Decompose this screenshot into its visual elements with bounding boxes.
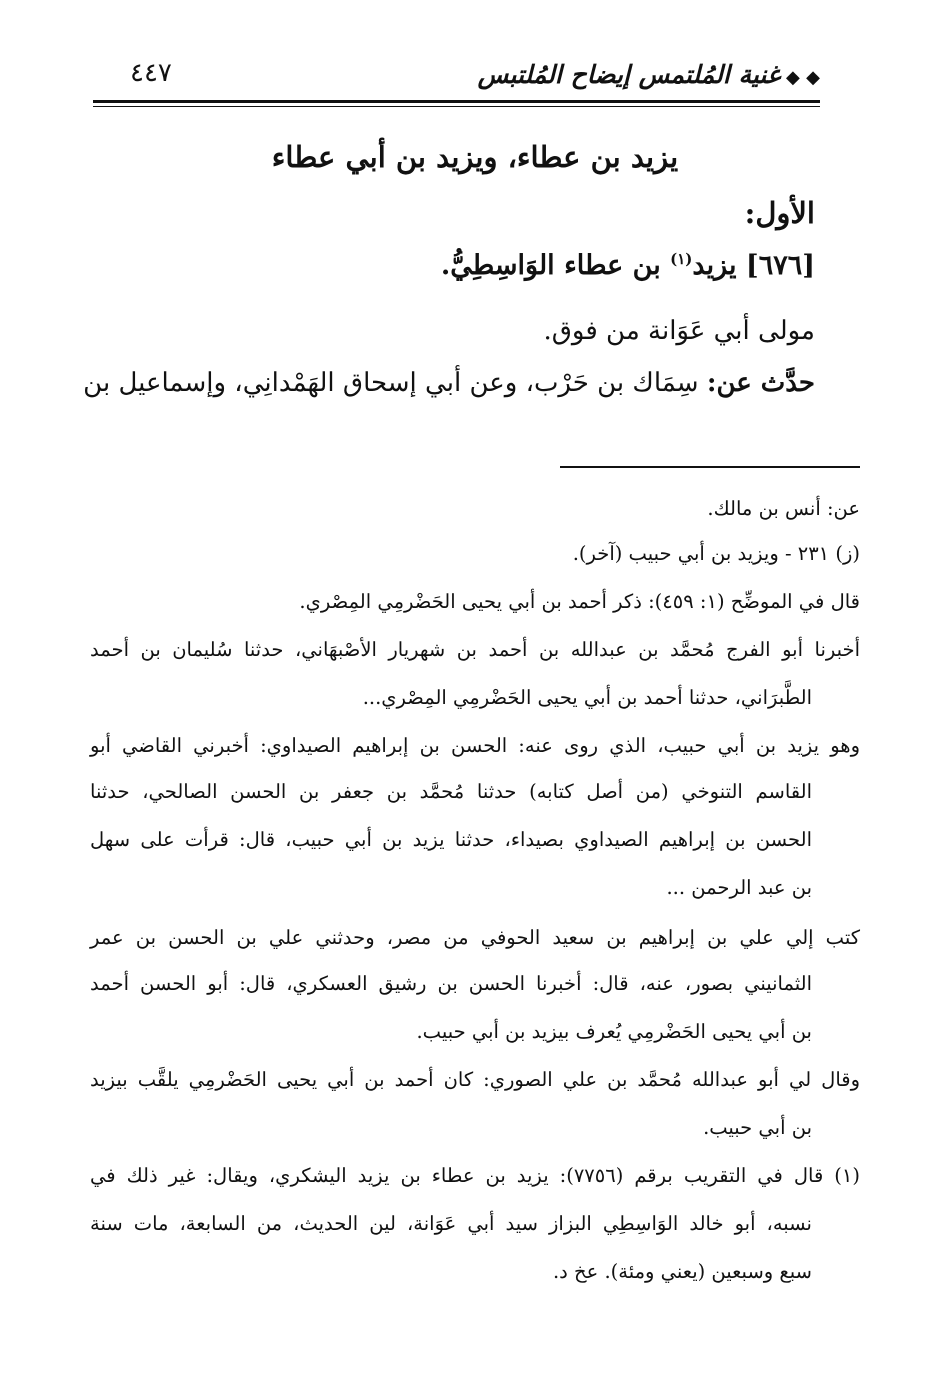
diamond-ornament-icon: ◆ ◆ xyxy=(786,67,820,88)
entry-title xyxy=(90,250,815,281)
book-title: غنية المُلتمس إيضاح المُلتبس xyxy=(477,60,781,89)
footnote-line: الطَّبرَاني، حدثنا أحمد بن أبي يحيى الحَضْرمِي المِصْري... xyxy=(362,686,812,709)
footnote-line: بن أبي يحيى الحَضْرمِي يُعرف بيزيد بن أبي حبيب. xyxy=(416,1020,812,1043)
footnote-line: القاسم التنوخي (من أصل كتابه) حدثنا مُحمَّد بن جعفر بن الحسن الصالحي، حدثنا xyxy=(90,780,812,803)
header-rule-thick xyxy=(93,100,820,103)
page-number: ٤٤٧ xyxy=(130,58,172,88)
footnote-line: (ز) ٢٣١ - ويزيد بن أبي حبيب (آخر). xyxy=(572,542,860,565)
footnote-ref: (١) xyxy=(670,250,693,268)
running-title xyxy=(478,60,820,89)
running-header xyxy=(90,58,820,98)
narrated-from-line xyxy=(83,368,815,398)
footnote-line: وهو يزيد بن أبي حبيب، الذي روى عنه: الحسن بن إبراهيم الصيداوي: أخبرني القاضي أبو xyxy=(90,734,860,757)
footnote-line: (١) قال في التقريب برقم (٧٧٥٦): يزيد بن عطاء بن يزيد اليشكري، ويقال: غير ذلك في xyxy=(90,1164,860,1187)
entry-name: يزيد xyxy=(692,250,737,281)
narrated-from-text: سِمَاك بن حَرْب، وعن أبي إسحاق الهَمْدانِي، وإسماعيل بن xyxy=(83,368,699,398)
subheading-first: الأول: xyxy=(744,196,815,230)
section-heading: يزيد بن عطاء، ويزيد بن أبي عطاء xyxy=(271,140,679,174)
footnote-line: سبع وسبعين (يعني ومئة). عخ د. xyxy=(552,1260,812,1283)
footnote-line: نسبه، أبو خالد الوَاسِطِي البزاز سيد أبي عَوَانة، لين الحديث، من السابعة، مات سنة xyxy=(90,1212,812,1235)
entry-name-rest: بن عطاء الوَاسِطِيُّ. xyxy=(440,250,661,281)
footnote-line: عن: أنس بن مالك. xyxy=(707,497,860,520)
entry-number: [٦٧٦] xyxy=(745,250,815,281)
footnote-line: الثمانيني بصور، عنه، قال: أخبرنا الحسن بن رشيق العسكري، قال: أبو الحسن أحمد xyxy=(90,972,812,995)
narrated-from-label: حدَّث عن: xyxy=(706,368,815,398)
footnote-line: بن أبي حبيب. xyxy=(703,1116,812,1139)
footnote-line: قال في الموضِّح (١: ٤٥٩): ذكر أحمد بن أبي يحيى الحَضْرمِي المِصْري. xyxy=(299,590,860,613)
footnote-line: أخبرنا أبو الفرج مُحمَّد بن عبدالله بن أحمد بن شهريار الأصْبهَاني، حدثنا سُليمان بن أحمد xyxy=(90,638,860,661)
header-rule-thin xyxy=(93,106,820,107)
footnote-line: الحسن بن إبراهيم الصيداوي بصيداء، حدثنا يزيد بن أبي حبيب، قال: قرأت على سهل xyxy=(90,828,812,851)
footnote-line: كتب إلي علي بن إبراهيم بن سعيد الحوفي من مصر، وحدثني علي بن الحسن بن عمر xyxy=(90,926,860,949)
footnote-line: وقال لي أبو عبدالله مُحمَّد بن علي الصوري: كان أحمد بن أبي يحيى الحَضْرمِي يلقَّب بيزيد xyxy=(90,1068,860,1091)
footnote-line: بن عبد الرحمن ... xyxy=(666,876,812,899)
mawla-line: مولى أبي عَوَانة من فوق. xyxy=(543,316,815,346)
footnote-separator xyxy=(560,466,860,468)
